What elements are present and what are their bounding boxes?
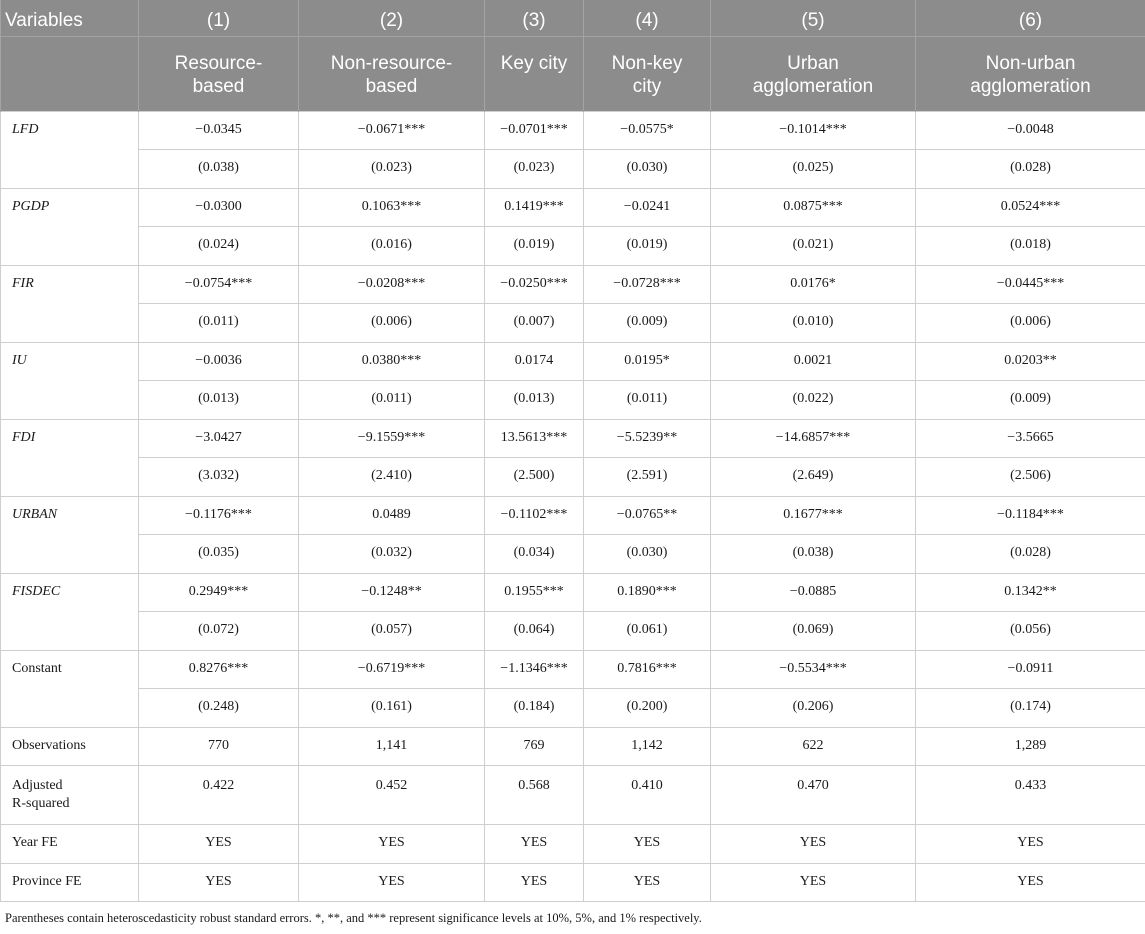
col-name-1-line2: based [192,75,245,97]
observations-cell: 1,289 [916,727,1145,766]
province-fe-cell: YES [485,863,584,902]
row-label-fir: FIR [1,265,139,342]
coef-cell: −0.0048 [916,111,1145,150]
se-cell: (2.506) [916,458,1145,497]
se-cell: (0.038) [711,535,916,574]
se-cell: (0.061) [584,612,711,651]
r2-cell: 0.410 [584,766,711,825]
coef-cell: −0.0250*** [485,265,584,304]
se-cell: (2.649) [711,458,916,497]
se-cell: (0.038) [139,150,299,189]
coef-cell: −0.1014*** [711,111,916,150]
row-label-iu: IU [1,342,139,419]
coef-cell: 0.2949*** [139,573,299,612]
coef-cell: −0.0300 [139,188,299,227]
col-name-6-line1: Non-urban [985,52,1076,74]
r2-cell: 0.422 [139,766,299,825]
col-name-5-line1: Urban [787,52,839,74]
row-label-province-fe: Province FE [1,863,139,902]
coef-cell: 0.0203** [916,342,1145,381]
col-name-2-line2: based [365,75,418,97]
se-cell: (0.025) [711,150,916,189]
table-row-urban-coef [1,496,1145,535]
se-cell: (0.011) [139,304,299,343]
col-name-5-line2: agglomeration [752,75,874,97]
table-row-lfd-coef [1,111,1145,150]
coef-cell: −0.0671*** [299,111,485,150]
coef-cell: −14.6857*** [711,419,916,458]
se-cell: (0.161) [299,689,485,728]
coef-cell: −0.0701*** [485,111,584,150]
se-cell: (2.410) [299,458,485,497]
se-cell: (0.010) [711,304,916,343]
table-row-iu-coef [1,342,1145,381]
se-cell: (0.016) [299,227,485,266]
year-fe-cell: YES [485,825,584,864]
header-row-names [1,36,1145,111]
row-label-constant: Constant [1,650,139,727]
coef-cell: −5.5239** [584,419,711,458]
table-row-province-fe [1,863,1145,902]
coef-cell: −9.1559*** [299,419,485,458]
coef-cell: −0.0241 [584,188,711,227]
table-row-fir-coef [1,265,1145,304]
table-row-urban-se [1,535,1145,574]
province-fe-cell: YES [916,863,1145,902]
r2-cell: 0.470 [711,766,916,825]
coef-cell: 0.7816*** [584,650,711,689]
coef-cell: 0.0174 [485,342,584,381]
se-cell: (0.028) [916,150,1145,189]
se-cell: (0.028) [916,535,1145,574]
coef-cell: −1.1346*** [485,650,584,689]
coef-cell: 0.0489 [299,496,485,535]
se-cell: (0.206) [711,689,916,728]
observations-cell: 769 [485,727,584,766]
year-fe-cell: YES [299,825,485,864]
coef-cell: 0.1955*** [485,573,584,612]
coef-cell: 0.0524*** [916,188,1145,227]
se-cell: (0.019) [485,227,584,266]
province-fe-cell: YES [139,863,299,902]
coef-cell: 0.0380*** [299,342,485,381]
table-row-adjusted-r2 [1,766,1145,825]
year-fe-cell: YES [584,825,711,864]
se-cell: (0.024) [139,227,299,266]
table-note: Parentheses contain heteroscedasticity robust standard errors. *, **, and *** represent significance levels at 10%, 5%, and 1% respectively. [5,911,702,925]
variables-header-blank [1,36,139,111]
coef-cell: 0.0875*** [711,188,916,227]
table-row-iu-se [1,381,1145,420]
table-row-observations [1,727,1145,766]
year-fe-cell: YES [916,825,1145,864]
coef-cell: −0.0036 [139,342,299,381]
coef-cell: −0.0728*** [584,265,711,304]
coef-cell: −0.1184*** [916,496,1145,535]
coef-cell: 0.1063*** [299,188,485,227]
col-name-1-line1: Resource- [174,52,263,74]
row-label-urban: URBAN [1,496,139,573]
col-number-4: (4) [584,0,711,36]
se-cell: (0.069) [711,612,916,651]
se-cell: (0.184) [485,689,584,728]
coef-cell: 0.1419*** [485,188,584,227]
coef-cell: −0.0911 [916,650,1145,689]
coef-cell: −0.0345 [139,111,299,150]
year-fe-cell: YES [711,825,916,864]
col-name-1 [139,36,299,111]
table-row-fdi-coef [1,419,1145,458]
coef-cell: −0.0208*** [299,265,485,304]
se-cell: (0.057) [299,612,485,651]
se-cell: (0.035) [139,535,299,574]
col-number-6: (6) [916,0,1145,36]
col-number-1: (1) [139,0,299,36]
table-header [1,0,1145,111]
row-label-pgdp: PGDP [1,188,139,265]
table-row-pgdp-coef [1,188,1145,227]
coef-cell: −0.0765** [584,496,711,535]
table-row-pgdp-se [1,227,1145,266]
table-row-lfd-se [1,150,1145,189]
observations-cell: 1,142 [584,727,711,766]
coef-cell: −0.5534*** [711,650,916,689]
r2-cell: 0.452 [299,766,485,825]
coef-cell: −3.5665 [916,419,1145,458]
col-name-4-line1: Non-key [611,52,683,74]
coef-cell: 0.1890*** [584,573,711,612]
row-label-fdi: FDI [1,419,139,496]
variables-header: Variables [1,0,139,36]
col-number-3: (3) [485,0,584,36]
r2-cell: 0.568 [485,766,584,825]
province-fe-cell: YES [584,863,711,902]
se-cell: (0.072) [139,612,299,651]
table-row-year-fe [1,825,1145,864]
se-cell: (0.007) [485,304,584,343]
adjusted-label-line1: Adjusted [12,778,63,793]
col-name-4 [584,36,711,111]
coef-cell: 0.0021 [711,342,916,381]
coef-cell: −0.0575* [584,111,711,150]
row-label-lfd: LFD [1,111,139,188]
se-cell: (0.200) [584,689,711,728]
se-cell: (0.019) [584,227,711,266]
se-cell: (2.500) [485,458,584,497]
se-cell: (0.023) [299,150,485,189]
row-label-observations: Observations [1,727,139,766]
province-fe-cell: YES [711,863,916,902]
col-number-5: (5) [711,0,916,36]
se-cell: (0.018) [916,227,1145,266]
se-cell: (0.034) [485,535,584,574]
table-row-constant-coef [1,650,1145,689]
coef-cell: −0.0885 [711,573,916,612]
row-label-adjusted-r2 [1,766,139,825]
coef-cell: 0.1342** [916,573,1145,612]
province-fe-cell: YES [299,863,485,902]
row-label-year-fe: Year FE [1,825,139,864]
coef-cell: −0.1102*** [485,496,584,535]
col-number-2: (2) [299,0,485,36]
coef-cell: −0.6719*** [299,650,485,689]
row-label-fisdec: FISDEC [1,573,139,650]
col-name-3 [485,36,584,111]
se-cell: (0.006) [299,304,485,343]
se-cell: (0.013) [139,381,299,420]
coef-cell: 13.5613*** [485,419,584,458]
table-row-constant-se [1,689,1145,728]
col-name-2-line1: Non-resource- [330,52,453,74]
se-cell: (0.032) [299,535,485,574]
header-row-numbers [1,0,1145,36]
col-name-6 [916,36,1145,111]
year-fe-cell: YES [139,825,299,864]
adjusted-label-line2: R-squared [12,796,70,811]
coef-cell: 0.0176* [711,265,916,304]
se-cell: (0.064) [485,612,584,651]
coef-cell: 0.1677*** [711,496,916,535]
table-body [1,111,1145,902]
r2-cell: 0.433 [916,766,1145,825]
se-cell: (3.032) [139,458,299,497]
se-cell: (0.009) [584,304,711,343]
se-cell: (2.591) [584,458,711,497]
col-name-3-line1: Key city [500,52,568,74]
col-name-6-line2: agglomeration [970,75,1091,97]
coef-cell: −3.0427 [139,419,299,458]
table-row-fir-se [1,304,1145,343]
col-name-4-line2: city [632,75,662,97]
coef-cell: −0.1248** [299,573,485,612]
se-cell: (0.006) [916,304,1145,343]
se-cell: (0.030) [584,535,711,574]
se-cell: (0.011) [299,381,485,420]
coef-cell: −0.1176*** [139,496,299,535]
se-cell: (0.013) [485,381,584,420]
se-cell: (0.030) [584,150,711,189]
coef-cell: 0.0195* [584,342,711,381]
se-cell: (0.022) [711,381,916,420]
se-cell: (0.023) [485,150,584,189]
col-name-2 [299,36,485,111]
col-name-5 [711,36,916,111]
table-row-fdi-se [1,458,1145,497]
se-cell: (0.056) [916,612,1145,651]
se-cell: (0.009) [916,381,1145,420]
se-cell: (0.248) [139,689,299,728]
coef-cell: −0.0754*** [139,265,299,304]
observations-cell: 622 [711,727,916,766]
se-cell: (0.011) [584,381,711,420]
table-row-fisdec-coef [1,573,1145,612]
table-row-fisdec-se [1,612,1145,651]
observations-cell: 770 [139,727,299,766]
se-cell: (0.021) [711,227,916,266]
coef-cell: −0.0445*** [916,265,1145,304]
coef-cell: 0.8276*** [139,650,299,689]
observations-cell: 1,141 [299,727,485,766]
se-cell: (0.174) [916,689,1145,728]
